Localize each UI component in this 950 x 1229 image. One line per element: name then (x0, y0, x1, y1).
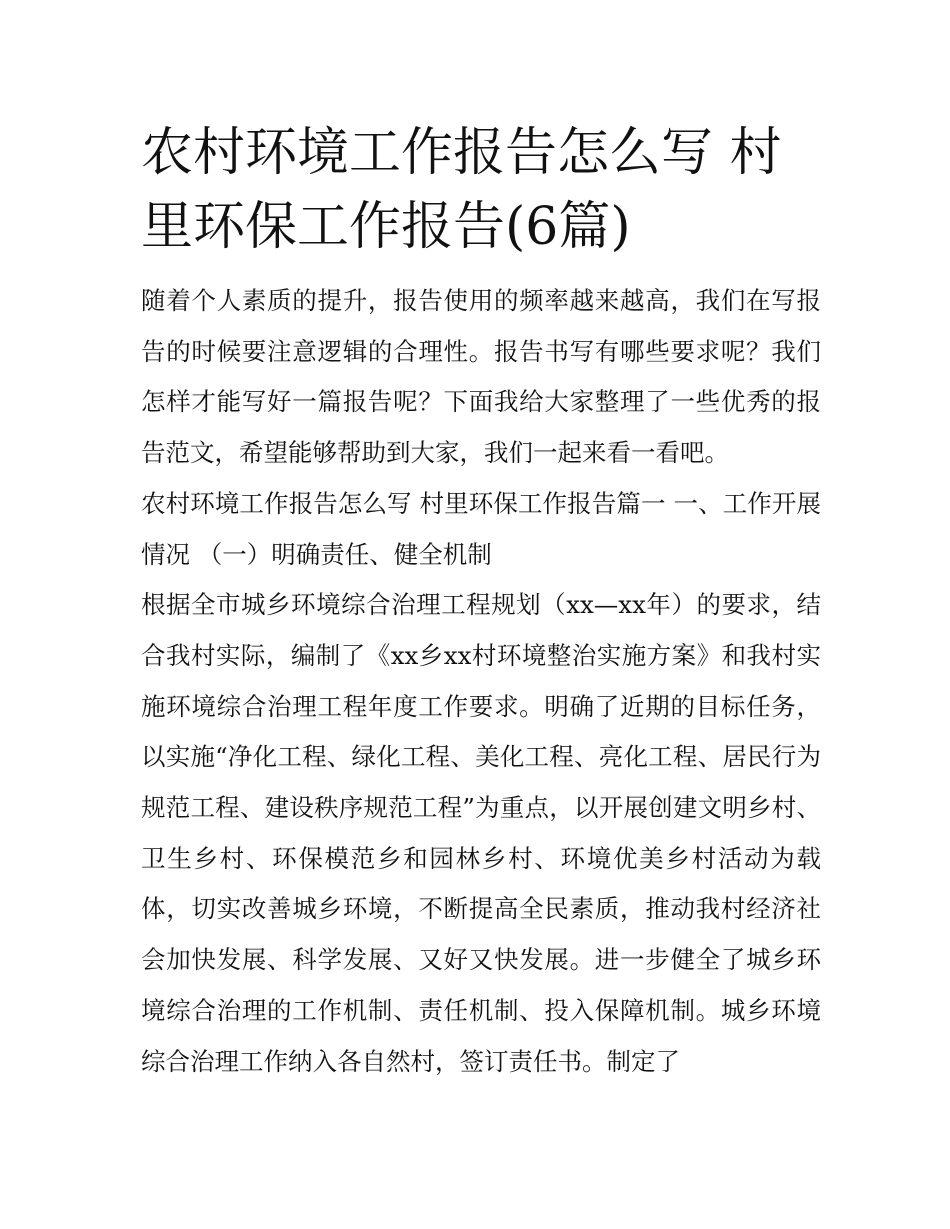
intro-paragraph: 随着个人素质的提升，报告使用的频率越来越高，我们在写报告的时候要注意逻辑的合理性。报告书写有哪些要求呢？我们怎样才能写好一篇报告呢？下面我给大家整理了一些优秀的报告范文，希望能够帮助到大家，我们一起来看一看吧。 (141, 286, 821, 468)
body-paragraph: 根据全市城乡环境综合治理工程规划（xx—xx年）的要求，结合我村实际，编制了《xx乡xx村环境整治实施方案》和我村实施环境综合治理工程年度工作要求。明确了近期的目标任务，以实施“净化工程、绿化工程、美化工程、亮化工程、居民行为规范工程、建设秩序规范工程”为重点，以开展创建文明乡村、卫生乡村、环保模范乡和园林乡村、环境优美乡村活动为载体，切实改善城乡环境，不断提高全民素质，推动我村经济社会加快发展、科学发展、又好又快发展。进一步健全了城乡环境综合治理的工作机制、责任机制、投入保障机制。城乡环境综合治理工作纳入各自然村，签订责任书。制定了 (141, 590, 821, 1076)
document-title: 农村环境工作报告怎么写 村里环保工作报告(6篇) (141, 123, 782, 257)
section-heading-paragraph: 农村环境工作报告怎么写 村里环保工作报告篇一 一、工作开展情况 （一）明确责任、健全机制 (141, 488, 821, 569)
document-body (141, 276, 821, 1087)
